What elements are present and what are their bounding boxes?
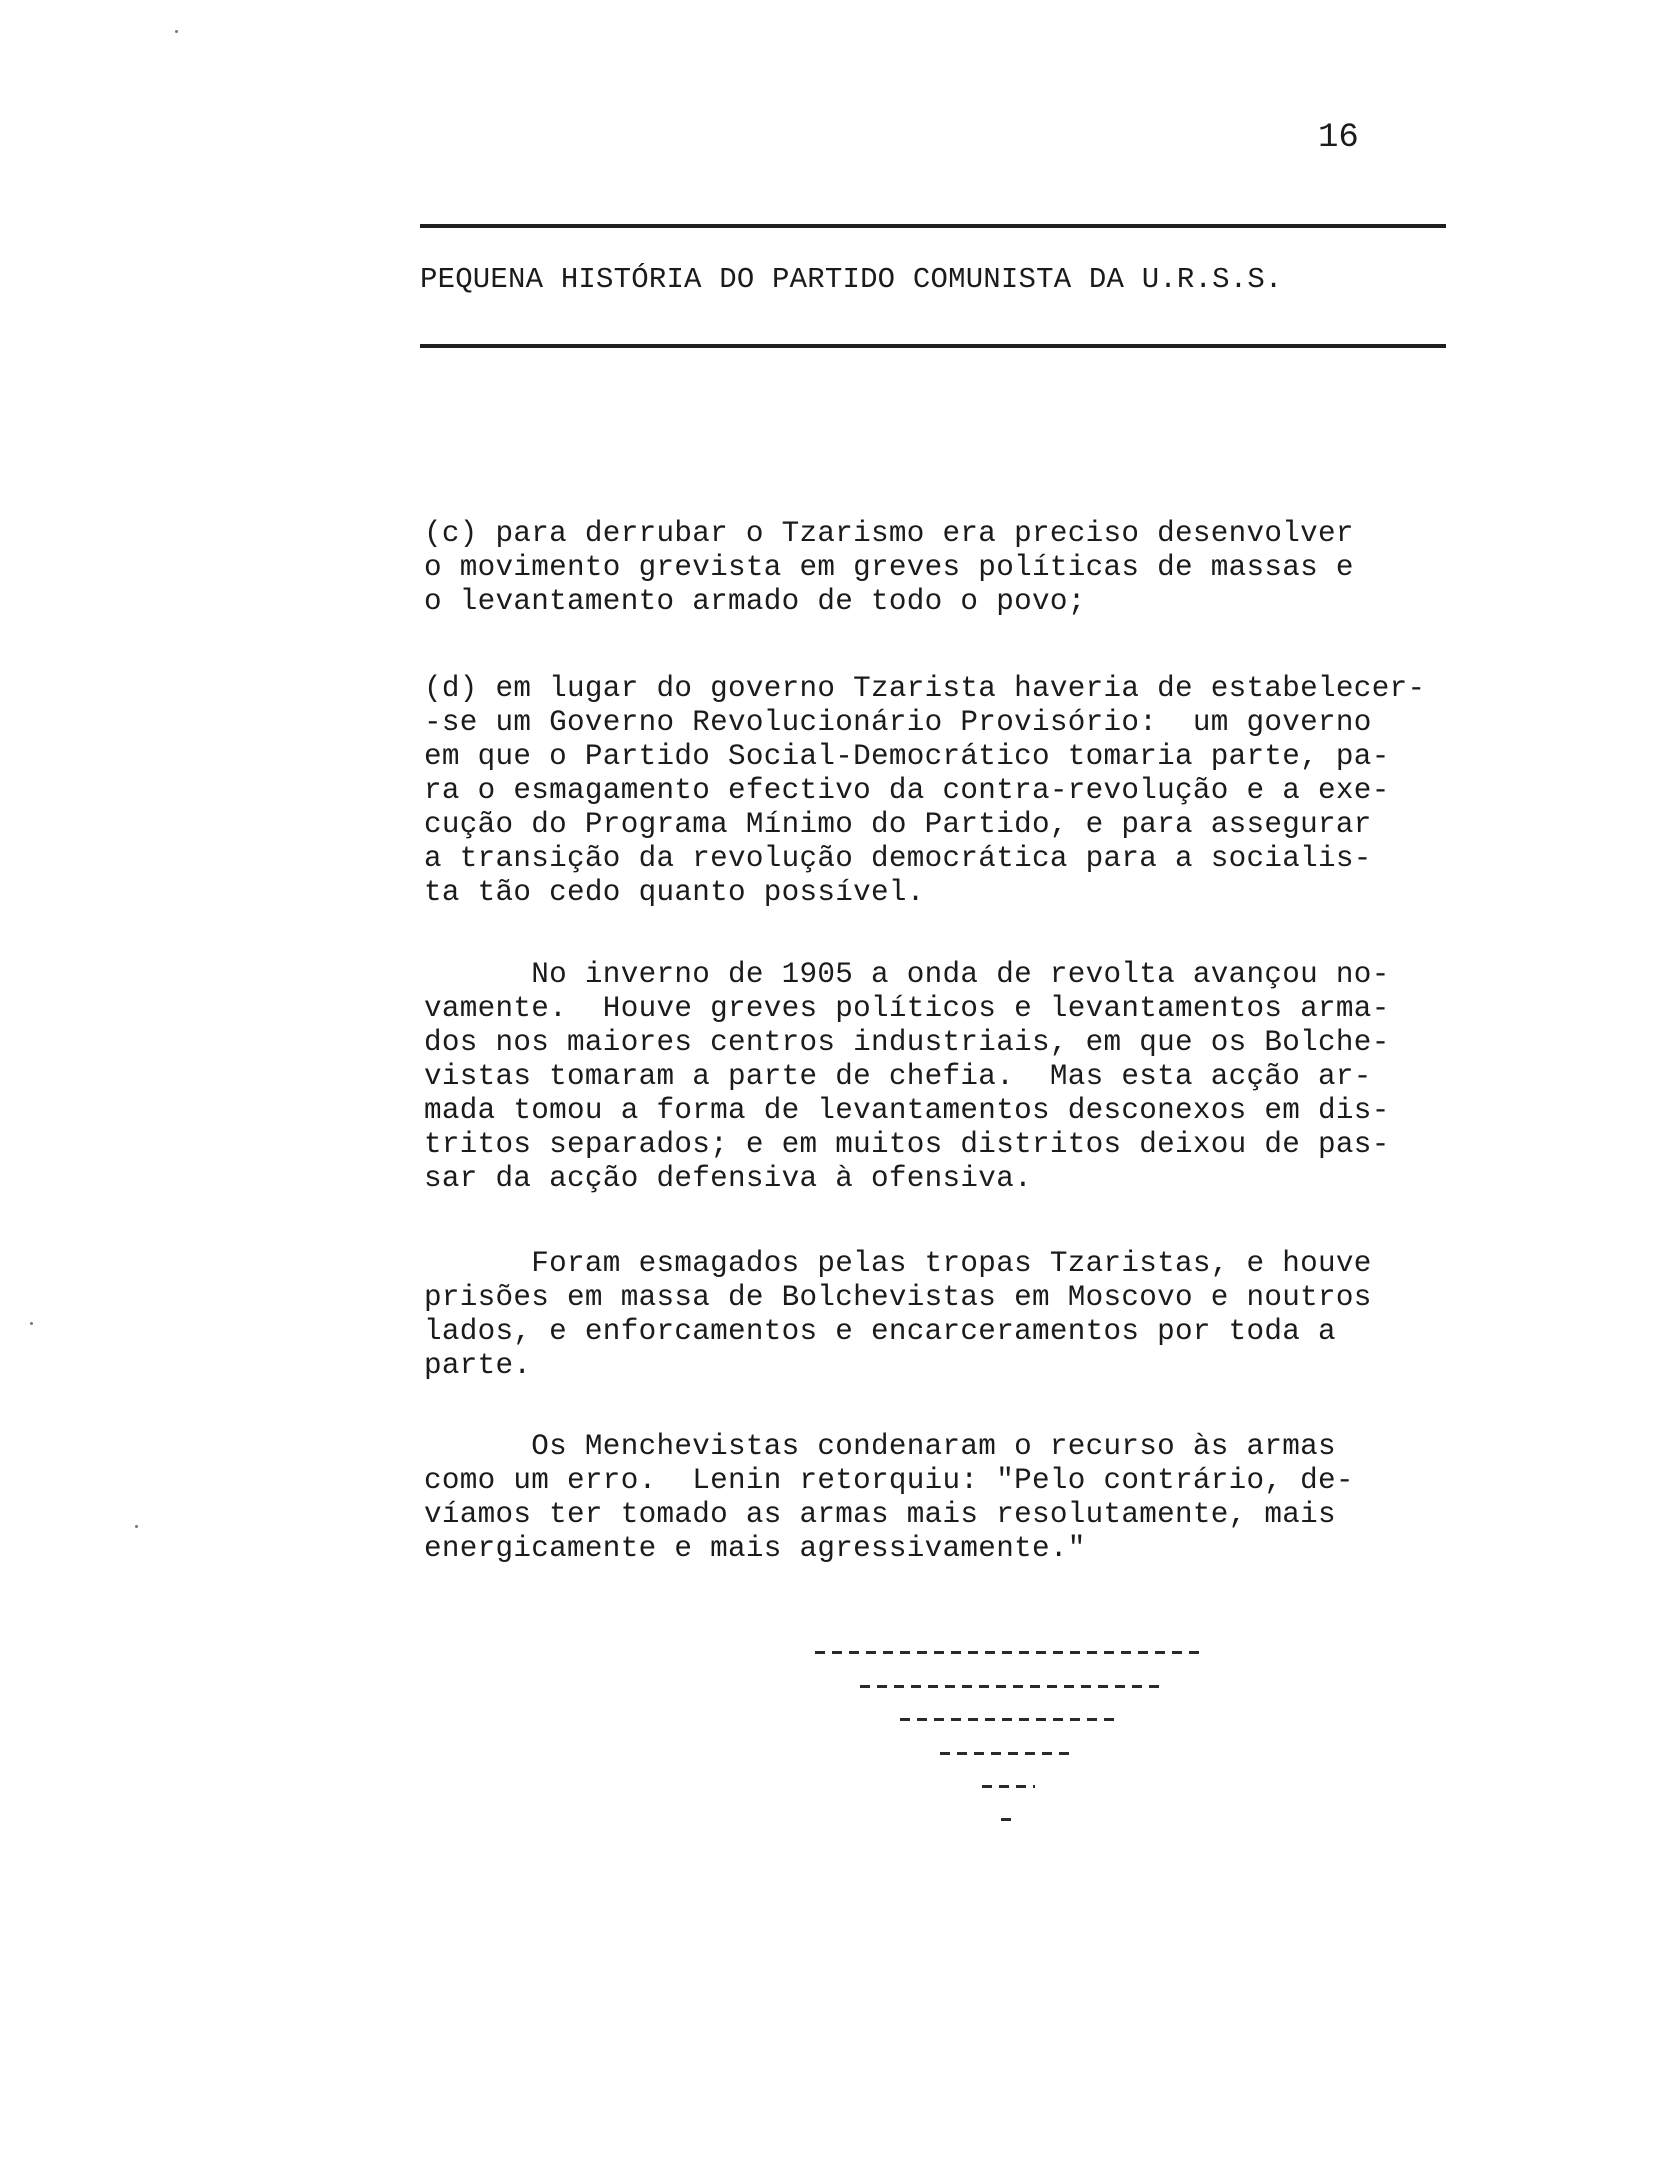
- ornament-line-1: [815, 1651, 1203, 1654]
- ornament-line-4: [940, 1752, 1076, 1755]
- ornament-line-3: [900, 1718, 1120, 1721]
- paragraph-d: (d) em lugar do governo Tzarista haveria de estabelecer- -se um Governo Revolucionário Provisório: um governo em que o Partido Social-Democrático tomaria parte, pa- ra o esmagamento efectivo da contra-revolução e a exe- cução do Programa Mínimo do Partido, e para assegurar a transição da revolução democrática para a socialis- ta tão cedo quanto possível.: [424, 672, 1426, 909]
- page-number: 16: [1318, 119, 1359, 157]
- header-bottom-rule: [420, 344, 1446, 348]
- paragraph-winter-1905: No inverno de 1905 a onda de revolta avançou no- vamente. Houve greves políticos e levantamentos arma- dos nos maiores centros industriais, em que os Bolche- vistas tomaram a parte de chefia. Mas esta acção ar- mada tomou a forma de levantamentos desconexos em dis- tritos separados; e em muitos distritos deixou de pas- sar da acção defensiva à ofensiva.: [424, 958, 1390, 1195]
- ornament-line-6: [1001, 1818, 1013, 1821]
- paragraph-c: (c) para derrubar o Tzarismo era preciso desenvolver o movimento grevista em greves políticas de massas e o levantamento armado de todo o povo;: [424, 517, 1354, 618]
- scan-speck: [175, 30, 178, 33]
- ornament-line-5: [982, 1785, 1035, 1788]
- scan-speck: [135, 1525, 138, 1528]
- header-top-rule: [420, 224, 1446, 228]
- scan-speck: [30, 1322, 33, 1325]
- header-title: PEQUENA HISTÓRIA DO PARTIDO COMUNISTA DA U.R.S.S.: [420, 263, 1283, 296]
- paragraph-lenin-reply: Os Menchevistas condenaram o recurso às armas como um erro. Lenin retorquiu: "Pelo contrário, de- víamos ter tomado as armas mais resolutamente, mais energicamente e mais agressivamente.": [424, 1430, 1354, 1565]
- ornament-line-2: [860, 1685, 1162, 1688]
- paragraph-repression: Foram esmagados pelas tropas Tzaristas, e houve prisões em massa de Bolchevistas em Moscovo e noutros lados, e enforcamentos e encarceramentos por toda a parte.: [424, 1247, 1372, 1382]
